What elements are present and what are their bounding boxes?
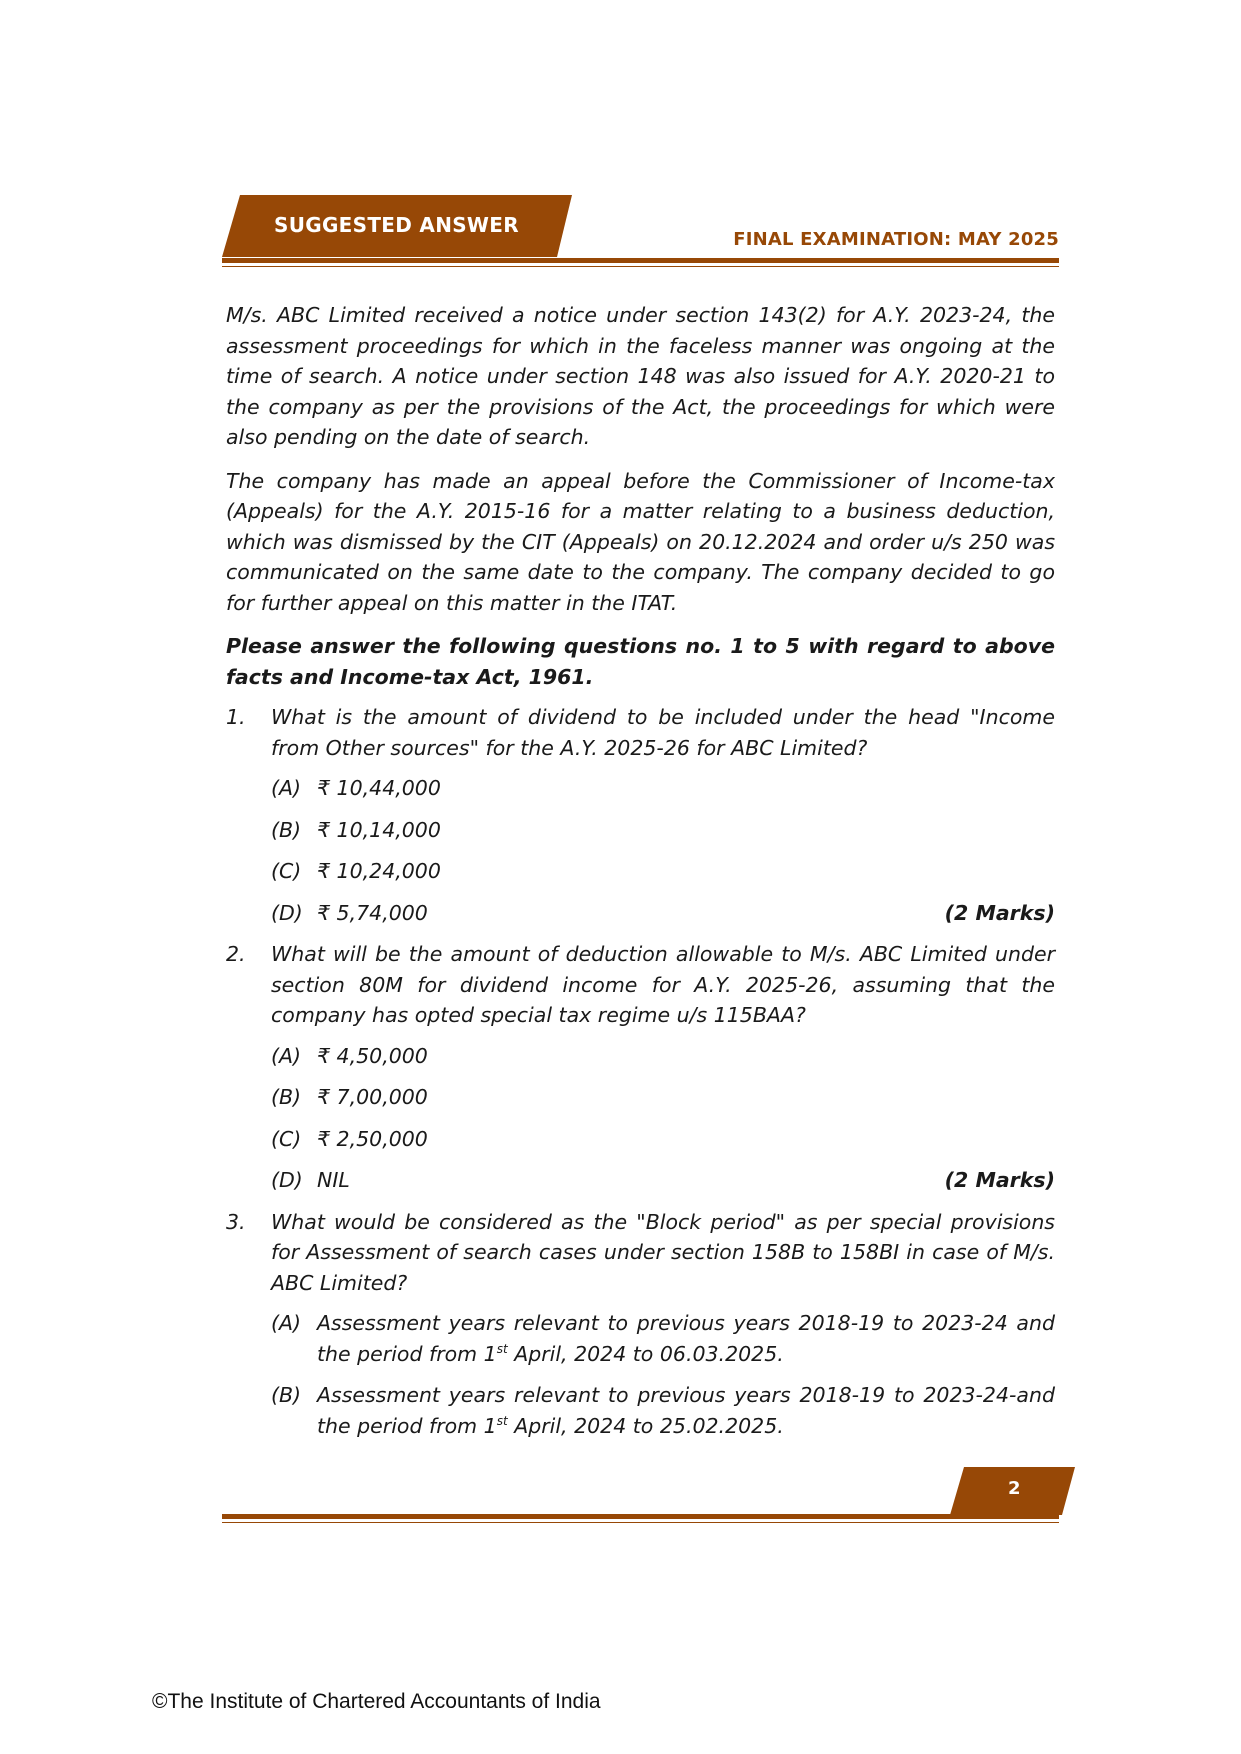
question-text: What is the amount of dividend to be included under the head "Income from Other sources" for the A.Y. 2025-26 for ABC Limited?: [271, 705, 1055, 760]
question-number: 1.: [226, 705, 246, 729]
footer-rule: [222, 1514, 1059, 1519]
question: [226, 1207, 1055, 1299]
option: [271, 815, 1055, 846]
page-number: 2: [1008, 1478, 1021, 1499]
option-text: ₹ 4,50,000: [317, 1043, 428, 1068]
question: [226, 939, 1055, 1031]
option-text: [317, 1380, 1055, 1441]
paragraph: M/s. ABC Limited received a notice under section 143(2) for A.Y. 2023-24, the assessment proceedings for which in the faceless manner was ongoing at the time of search. A notice under section 148 was also issued for A.Y. 2020-21 to the company as per the provisions of the Act, the proceedings for which were also pending on the date of search.: [226, 303, 1055, 449]
option: [271, 1041, 1055, 1072]
option: [271, 1308, 1055, 1369]
option-label: (B): [271, 817, 302, 842]
header-rule-thin: [222, 266, 1059, 267]
option: [271, 773, 1055, 804]
option: [271, 1082, 1055, 1113]
document-body: [226, 300, 1055, 1452]
page-number-tab: [950, 1467, 1075, 1515]
question-text: What would be considered as the "Block period" as per special provisions for Assessment of search cases under section 158B to 158BI in case of M/s. ABC Limited?: [271, 1209, 1055, 1295]
marks-label: (2 Marks): [944, 900, 1055, 925]
option-text: ₹ 10,14,000: [317, 817, 441, 842]
option-label: (A): [271, 776, 302, 800]
instruction: Please answer the following questions no. 1 to 5 with regard to above facts and Income-tax Act, 1961.: [226, 634, 1055, 689]
option-label: (C): [271, 859, 302, 883]
option-label: (B): [271, 1085, 302, 1109]
option-text: ₹ 10,44,000: [317, 776, 441, 800]
option-text: [317, 1308, 1055, 1369]
option-label: (D): [271, 1168, 303, 1192]
option-text-part: Assessment years relevant to previous years 2018-19 to 2023-24 and the period from 1: [317, 1311, 1055, 1366]
option-label: (C): [271, 1126, 302, 1151]
option-text: NIL: [317, 1168, 350, 1192]
option-text-part: Assessment years relevant to previous years 2018-19 to 2023-24-and the period from 1: [317, 1383, 1055, 1438]
option-label: (A): [271, 1311, 302, 1335]
option: [271, 1124, 1055, 1155]
header-rule: [222, 258, 1059, 263]
question-text: What will be the amount of deduction allowable to M/s. ABC Limited under section 80M for dividend income for A.Y. 2025-26, assuming that the company has opted special tax regime u/s 115BAA?: [271, 942, 1055, 1027]
marks-label: (2 Marks): [944, 1168, 1055, 1192]
option-text: ₹ 2,50,000: [317, 1126, 428, 1151]
option-label: (D): [271, 900, 303, 925]
ordinal-suffix: st: [496, 1341, 508, 1356]
option-text: ₹ 7,00,000: [317, 1085, 428, 1109]
copyright-notice: ©The Institute of Chartered Accountants of India: [152, 1690, 601, 1713]
option: [271, 898, 1055, 929]
question-number: 3.: [226, 1209, 246, 1234]
option-label: (A): [271, 1043, 302, 1068]
option: [271, 1380, 1055, 1441]
option-text: ₹ 10,24,000: [317, 859, 441, 883]
header-tab: [222, 195, 572, 257]
option: [271, 1165, 1055, 1196]
option: [271, 856, 1055, 887]
option-text-part: April, 2024 to 06.03.2025.: [507, 1341, 784, 1366]
footer-rule-thin: [222, 1522, 1059, 1523]
question: [226, 702, 1055, 763]
exam-title: FINAL EXAMINATION: MAY 2025: [733, 229, 1059, 250]
option-text: ₹ 5,74,000: [317, 900, 428, 925]
question-number: 2.: [226, 942, 246, 966]
ordinal-suffix: st: [496, 1413, 508, 1428]
header-tab-label: SUGGESTED ANSWER: [274, 213, 519, 237]
option-text-part: April, 2024 to 25.02.2025.: [507, 1413, 784, 1438]
option-label: (B): [271, 1383, 302, 1407]
paragraph: The company has made an appeal before the Commissioner of Income-tax (Appeals) for the A.Y. 2015-16 for a matter relating to a business deduction, which was dismissed by the CIT (Appeals) on 20.12.2024 and order u/s 250 was communicated on the same date to the company. The company decided to go for further appeal on this matter in the ITAT.: [226, 468, 1055, 615]
